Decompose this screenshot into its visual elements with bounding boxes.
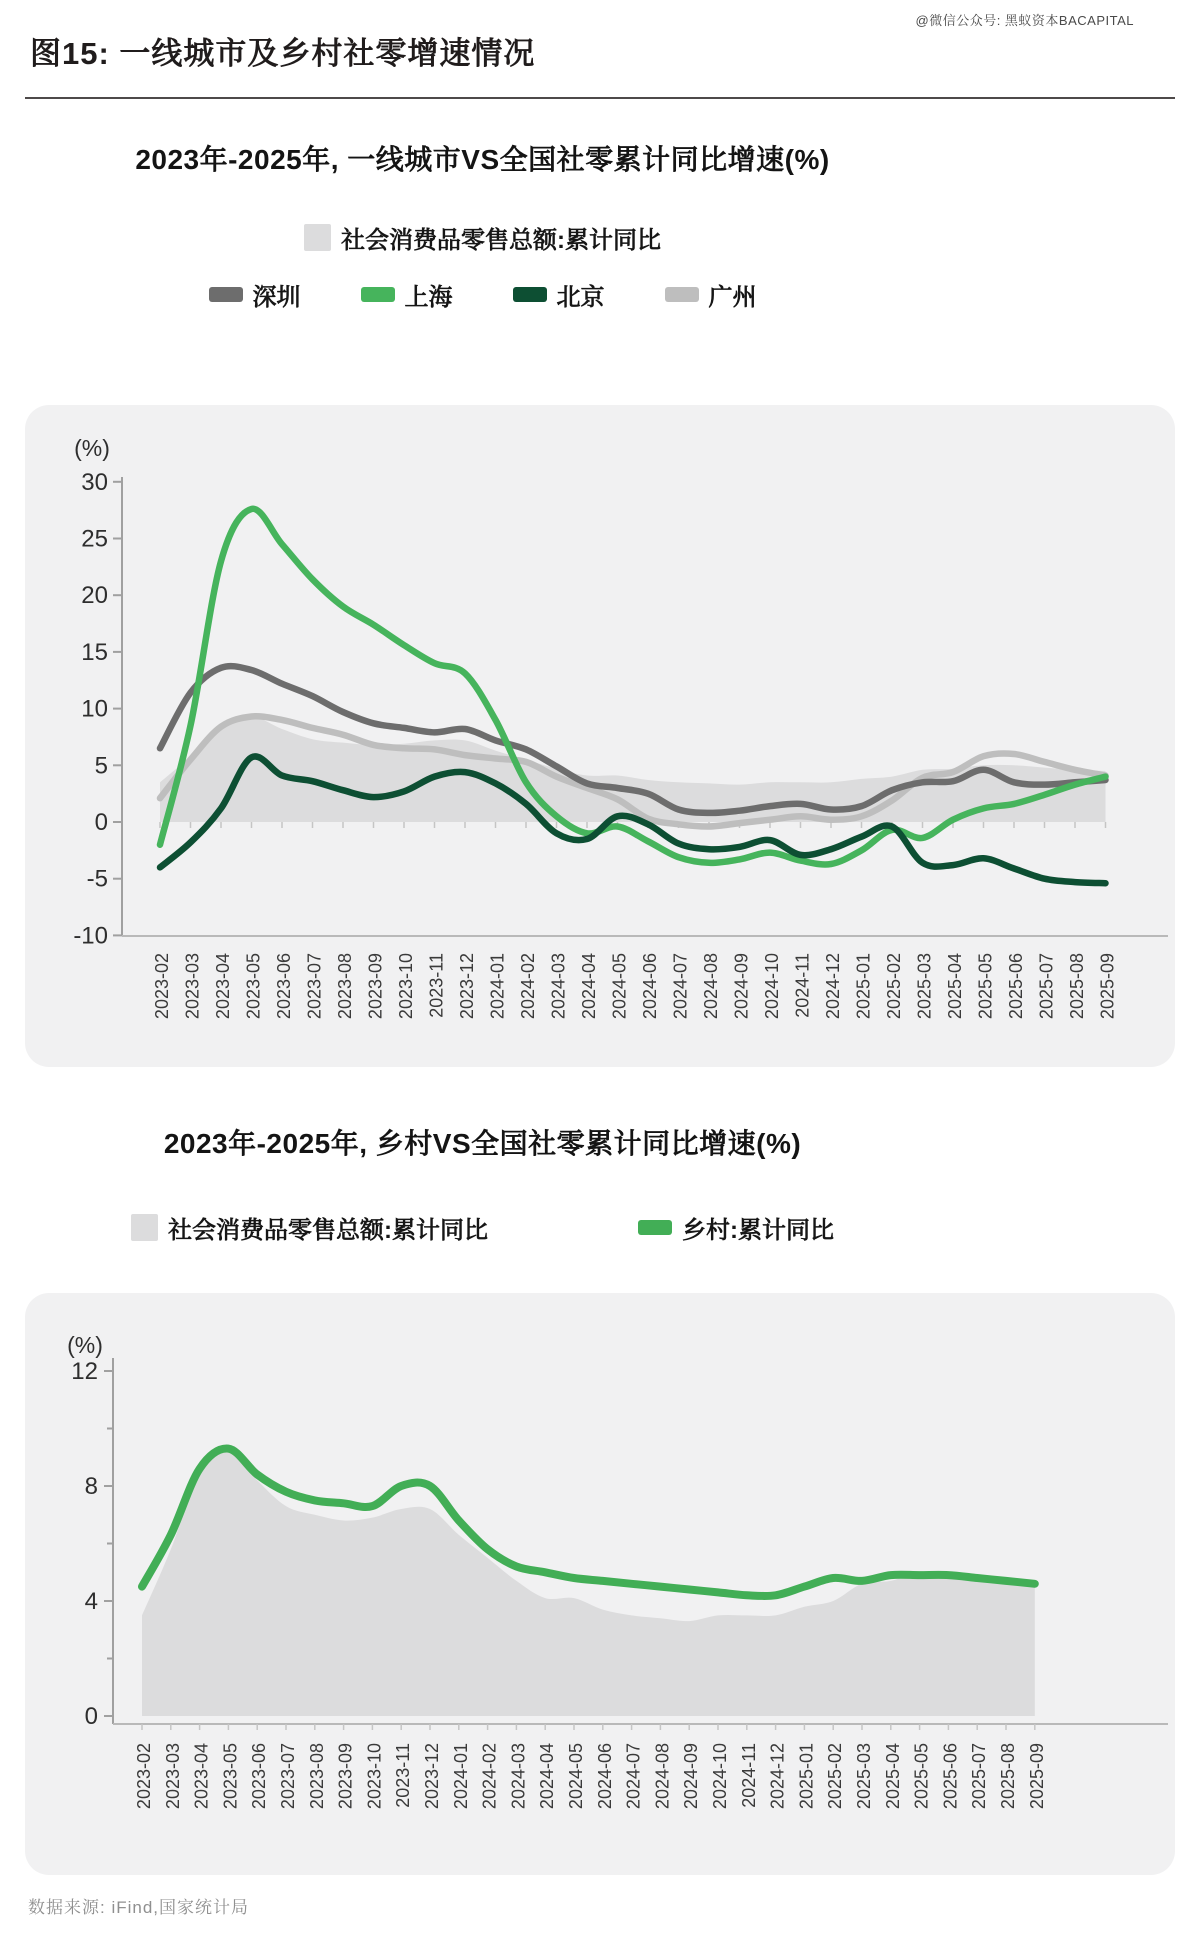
svg-text:2024-09: 2024-09 [731, 953, 752, 1020]
svg-text:2024-10: 2024-10 [710, 1743, 730, 1810]
svg-text:2024-08: 2024-08 [652, 1743, 673, 1810]
svg-text:2024-11: 2024-11 [738, 1743, 759, 1808]
svg-text:2023-02: 2023-02 [152, 953, 172, 1020]
rural-label: 乡村:累计同比 [682, 1217, 834, 1244]
svg-text:2024-07: 2024-07 [623, 1743, 644, 1810]
figure-title: 图15: 一线城市及乡村社零增速情况 [30, 36, 536, 71]
svg-text:2023-05: 2023-05 [243, 953, 264, 1020]
svg-text:2024-03: 2024-03 [508, 1743, 529, 1810]
svg-text:2023-08: 2023-08 [335, 953, 355, 1020]
first-tier-chart-title: 2023年-2025年, 一线城市VS全国社零累计同比增速(%) [135, 144, 830, 175]
svg-text:2025-04: 2025-04 [945, 953, 965, 1020]
legend-item-national-2 [131, 1210, 488, 1245]
svg-text:2024-02: 2024-02 [479, 1743, 500, 1810]
svg-text:-10: -10 [73, 922, 108, 950]
svg-text:2024-11: 2024-11 [792, 953, 813, 1018]
svg-text:0: 0 [84, 1703, 98, 1730]
shanghai-swatch [361, 287, 395, 302]
svg-text:2025-06: 2025-06 [940, 1743, 961, 1810]
svg-text:0: 0 [94, 809, 108, 836]
shenzhen-label: 深圳 [252, 284, 301, 311]
svg-text:2025-08: 2025-08 [1067, 953, 1087, 1020]
svg-text:2024-02: 2024-02 [518, 953, 538, 1020]
svg-text:2023-04: 2023-04 [213, 953, 233, 1020]
beijing-label: 北京 [556, 284, 605, 311]
svg-text:2023-07: 2023-07 [304, 953, 325, 1020]
legend-item-national [304, 220, 661, 255]
shenzhen-swatch [209, 287, 243, 302]
svg-text:2025-07: 2025-07 [1036, 953, 1057, 1020]
svg-text:5: 5 [94, 752, 108, 780]
beijing-swatch [513, 287, 547, 302]
svg-text:2023-08: 2023-08 [306, 1743, 327, 1810]
svg-text:2024-04: 2024-04 [537, 1743, 558, 1810]
svg-text:2025-01: 2025-01 [796, 1743, 817, 1810]
svg-text:2024-01: 2024-01 [487, 953, 508, 1020]
svg-text:2025-03: 2025-03 [914, 953, 935, 1020]
national-area-swatch-2 [131, 1214, 158, 1241]
svg-text:2023-07: 2023-07 [278, 1743, 298, 1810]
svg-text:2023-09: 2023-09 [365, 953, 386, 1020]
rural-chart-canvas [25, 1293, 1175, 1875]
first-tier-city-legend [0, 277, 965, 312]
guangzhou-label: 广州 [708, 284, 757, 311]
svg-text:2023-06: 2023-06 [249, 1743, 270, 1810]
svg-text:2023-03: 2023-03 [162, 1743, 183, 1810]
svg-text:2024-05: 2024-05 [609, 953, 630, 1020]
rural-swatch [638, 1220, 672, 1235]
svg-text:2024-08: 2024-08 [701, 953, 721, 1020]
svg-text:2025-02: 2025-02 [884, 953, 904, 1020]
legend-item-shenzhen [209, 277, 301, 312]
svg-text:2024-12: 2024-12 [767, 1743, 788, 1810]
svg-text:2024-03: 2024-03 [548, 953, 569, 1020]
national-area-label: 社会消费品零售总额:累计同比 [341, 227, 661, 254]
national-area-swatch [304, 224, 331, 251]
svg-text:4: 4 [84, 1588, 98, 1615]
svg-text:2023-12: 2023-12 [422, 1743, 442, 1810]
svg-text:2025-03: 2025-03 [854, 1743, 874, 1810]
svg-text:2025-01: 2025-01 [853, 953, 874, 1020]
svg-text:2024-07: 2024-07 [670, 953, 691, 1020]
svg-text:30: 30 [81, 468, 108, 496]
guangzhou-swatch [665, 287, 699, 302]
svg-text:2023-10: 2023-10 [364, 1743, 385, 1810]
svg-text:2024-06: 2024-06 [594, 1743, 615, 1810]
svg-text:(%): (%) [74, 435, 110, 461]
svg-text:2023-11: 2023-11 [426, 953, 447, 1018]
svg-text:2025-05: 2025-05 [975, 953, 996, 1020]
svg-text:2025-05: 2025-05 [911, 1743, 932, 1810]
rural-chart-title: 2023年-2025年, 乡村VS全国社零累计同比增速(%) [163, 1128, 802, 1159]
svg-text:20: 20 [81, 582, 108, 610]
svg-text:2023-11: 2023-11 [393, 1743, 414, 1808]
svg-text:2024-06: 2024-06 [640, 953, 660, 1020]
svg-text:-5: -5 [86, 865, 108, 893]
svg-text:2024-09: 2024-09 [681, 1743, 702, 1810]
svg-text:2023-12: 2023-12 [457, 953, 477, 1020]
svg-text:2025-09: 2025-09 [1026, 1743, 1047, 1810]
svg-text:2023-09: 2023-09 [335, 1743, 356, 1810]
svg-text:2025-07: 2025-07 [969, 1743, 990, 1810]
svg-text:15: 15 [81, 638, 108, 666]
svg-text:2023-05: 2023-05 [220, 1743, 241, 1810]
svg-text:2023-02: 2023-02 [134, 1743, 154, 1810]
svg-text:12: 12 [71, 1358, 98, 1385]
national-area-label-2: 社会消费品零售总额:累计同比 [168, 1217, 488, 1244]
svg-text:8: 8 [84, 1473, 98, 1500]
legend-item-rural [638, 1210, 834, 1245]
svg-text:2025-06: 2025-06 [1006, 953, 1026, 1020]
first-tier-area-legend [0, 220, 965, 255]
svg-text:2024-10: 2024-10 [762, 953, 782, 1020]
first-tier-chart-header [0, 138, 965, 312]
svg-text:2023-06: 2023-06 [274, 953, 294, 1020]
svg-text:2025-09: 2025-09 [1097, 953, 1118, 1020]
first-tier-chart-panel [25, 405, 1175, 1067]
svg-text:2024-01: 2024-01 [450, 1743, 471, 1810]
first-tier-chart-canvas [25, 405, 1175, 1067]
svg-text:10: 10 [81, 695, 108, 723]
rural-chart-header [0, 1122, 965, 1245]
svg-text:2023-04: 2023-04 [191, 1743, 212, 1810]
svg-text:25: 25 [81, 525, 108, 553]
shanghai-label: 上海 [404, 284, 453, 311]
svg-text:2024-05: 2024-05 [566, 1743, 586, 1810]
title-divider [25, 97, 1175, 99]
svg-text:(%): (%) [67, 1332, 103, 1358]
wechat-watermark: @微信公众号: 黑蚁资本BACAPITAL [915, 13, 1134, 28]
legend-item-shanghai [361, 277, 453, 312]
svg-text:2024-12: 2024-12 [823, 953, 843, 1020]
legend-item-guangzhou [665, 277, 757, 312]
svg-text:2024-04: 2024-04 [579, 953, 599, 1020]
svg-text:2025-08: 2025-08 [998, 1743, 1018, 1810]
svg-text:2025-04: 2025-04 [882, 1743, 903, 1810]
svg-text:2025-02: 2025-02 [825, 1743, 846, 1810]
rural-chart-legend [0, 1210, 965, 1245]
svg-text:2023-10: 2023-10 [396, 953, 416, 1020]
legend-item-beijing [513, 277, 605, 312]
data-source-note: 数据来源: iFind,国家统计局 [28, 1898, 250, 1917]
rural-chart-panel [25, 1293, 1175, 1875]
svg-text:2023-03: 2023-03 [182, 953, 203, 1020]
